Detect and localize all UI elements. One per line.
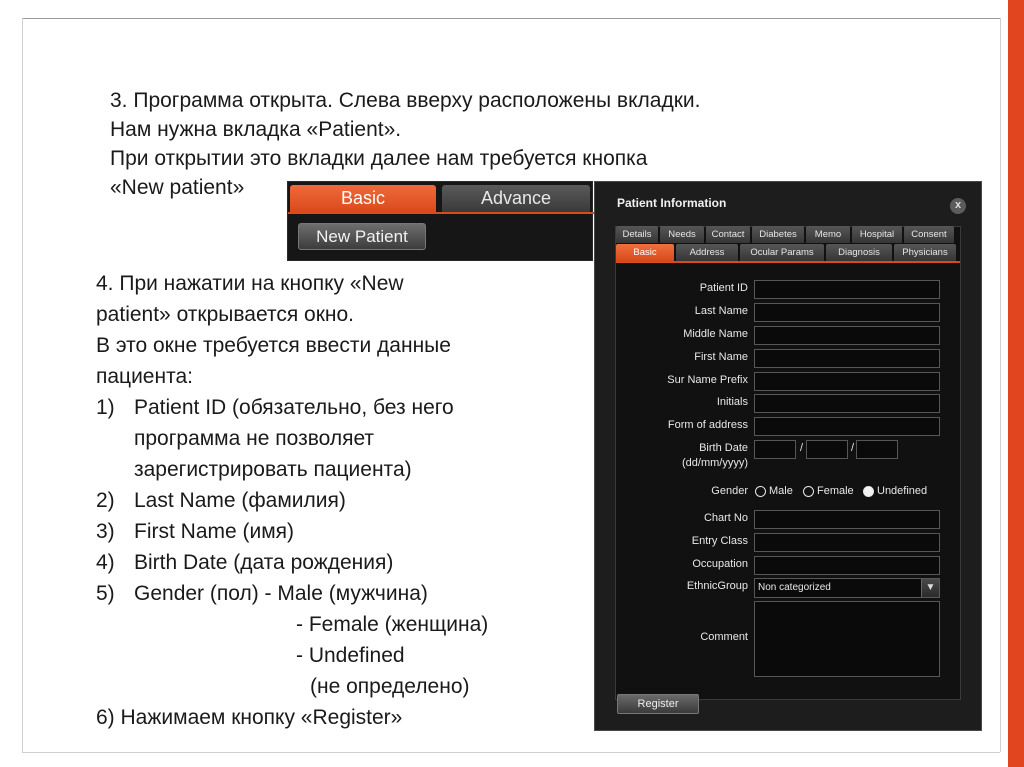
last-name-field[interactable] <box>754 303 940 322</box>
step6-line: 6) Нажимаем кнопку «Register» <box>96 706 403 729</box>
tab-details[interactable]: Details <box>616 226 658 243</box>
tab-basic[interactable]: Basic <box>290 185 436 212</box>
gender-undefined-label: Undefined <box>877 485 928 497</box>
gender-label: Gender <box>711 485 748 497</box>
gender-undefined-translation: (не определено) <box>310 675 470 698</box>
list-text: Last Name (фамилия) <box>134 489 346 512</box>
tab-row-bottom <box>616 244 956 261</box>
ethnic-group-value: Non categorized <box>758 582 831 593</box>
window-title: Patient Information <box>617 196 727 210</box>
middle-name-label: Middle Name <box>683 328 748 340</box>
gender-undefined-note: - Undefined <box>296 644 405 667</box>
birth-month-field[interactable] <box>806 440 848 459</box>
gender-female-radio[interactable] <box>803 485 854 497</box>
patient-id-field[interactable] <box>754 280 940 299</box>
slide-accent-bar <box>1008 0 1024 767</box>
middle-name-field[interactable] <box>754 326 940 345</box>
patient-information-window <box>594 181 982 731</box>
slide-top-band <box>0 0 1024 26</box>
initials-field[interactable] <box>754 394 940 413</box>
initials-label: Initials <box>716 396 748 408</box>
entry-class-label: Entry Class <box>691 535 748 547</box>
tab-memo[interactable]: Memo <box>806 226 850 243</box>
step3-line-2: Нам нужна вкладка «Patient». <box>110 118 402 141</box>
step4-line-3: В это окне требуется ввести данные <box>96 334 451 357</box>
tab-basic[interactable]: Basic <box>616 244 674 261</box>
chart-no-field[interactable] <box>754 510 940 529</box>
chart-no-label: Chart No <box>703 512 748 524</box>
entry-class-field[interactable] <box>754 533 940 552</box>
list-text: Gender (пол) - Male (мужчина) <box>134 582 428 605</box>
first-name-label: First Name <box>694 351 748 363</box>
tab-contact[interactable]: Contact <box>706 226 750 243</box>
first-name-field[interactable] <box>754 349 940 368</box>
gender-female-label: Female <box>817 485 854 497</box>
list-item <box>96 392 488 423</box>
tab-underline <box>616 261 960 263</box>
step3-line-3: При открытии это вкладки далее нам требуется кнопка <box>110 147 648 170</box>
gender-female-note: - Female (женщина) <box>296 613 489 636</box>
occupation-field[interactable] <box>754 556 940 575</box>
register-button[interactable]: Register <box>617 694 699 714</box>
close-icon[interactable]: x <box>950 198 966 214</box>
tab-address[interactable]: Address <box>676 244 738 261</box>
birth-date-label: Birth Date <box>699 442 748 454</box>
radio-circle-icon <box>755 486 766 497</box>
tab-snippet-screenshot <box>287 181 593 261</box>
slide-frame-bottom-line <box>22 752 1000 753</box>
tab-advance[interactable]: Advance <box>442 185 590 212</box>
radio-circle-icon <box>803 486 814 497</box>
date-separator: / <box>800 442 804 454</box>
list-text: First Name (имя) <box>134 520 295 543</box>
tab-physicians[interactable]: Physicians <box>894 244 956 261</box>
comment-label: Comment <box>700 631 748 643</box>
list-number: 1) <box>96 396 115 419</box>
list-number: 3) <box>96 520 115 543</box>
list-text: Patient ID (обязательно, без него <box>134 396 454 419</box>
ethnic-group-select[interactable] <box>754 578 940 598</box>
chevron-down-icon[interactable]: ▼ <box>921 579 939 597</box>
sur-name-prefix-label: Sur Name Prefix <box>667 374 748 386</box>
patient-form-panel <box>615 226 961 700</box>
tab-row-top <box>616 226 954 243</box>
gender-male-radio[interactable] <box>755 485 793 497</box>
list-item <box>96 578 488 609</box>
comment-textarea[interactable] <box>754 601 940 677</box>
list-continuation: программа не позволяет <box>134 427 375 450</box>
new-patient-button[interactable]: New Patient <box>298 223 426 250</box>
slide-frame-top-line <box>22 18 1000 19</box>
birth-date-format-label: (dd/mm/yyyy) <box>682 457 748 469</box>
tab-hospital[interactable]: Hospital <box>852 226 902 243</box>
ethnic-group-label: EthnicGroup <box>686 580 748 592</box>
occupation-label: Occupation <box>692 558 748 570</box>
tab-ocular-params[interactable]: Ocular Params <box>740 244 824 261</box>
tab-consent[interactable]: Consent <box>904 226 954 243</box>
instruction-step-4 <box>96 268 488 733</box>
tab-underline <box>288 212 594 214</box>
form-of-address-label: Form of address <box>667 419 748 431</box>
list-item <box>96 485 488 516</box>
step3-line-4: «New patient» <box>110 176 245 199</box>
form-of-address-field[interactable] <box>754 417 940 436</box>
birth-year-field[interactable] <box>856 440 898 459</box>
sur-name-prefix-field[interactable] <box>754 372 940 391</box>
list-number: 5) <box>96 582 115 605</box>
tab-diabetes[interactable]: Diabetes <box>752 226 804 243</box>
gender-male-label: Male <box>769 485 793 497</box>
list-number: 2) <box>96 489 115 512</box>
slide-frame-right-line <box>1000 18 1001 752</box>
step4-line-4: пациента: <box>96 365 193 388</box>
list-item <box>96 547 488 578</box>
tab-needs[interactable]: Needs <box>660 226 704 243</box>
date-separator: / <box>851 442 855 454</box>
step4-line-1: 4. При нажатии на кнопку «New <box>96 272 404 295</box>
last-name-label: Last Name <box>694 305 748 317</box>
patient-id-label: Patient ID <box>699 282 748 294</box>
slide-frame-left-line <box>22 18 23 752</box>
gender-undefined-radio[interactable] <box>863 485 927 497</box>
list-text: Birth Date (дата рождения) <box>134 551 394 574</box>
list-item <box>96 516 488 547</box>
list-continuation: зарегистрировать пациента) <box>134 458 412 481</box>
step4-line-2: patient» открывается окно. <box>96 303 355 326</box>
tab-diagnosis[interactable]: Diagnosis <box>826 244 892 261</box>
birth-day-field[interactable] <box>754 440 796 459</box>
radio-selected-icon <box>863 486 874 497</box>
step3-line-1: 3. Программа открыта. Слева вверху расположены вкладки. <box>110 89 701 112</box>
list-number: 4) <box>96 551 115 574</box>
